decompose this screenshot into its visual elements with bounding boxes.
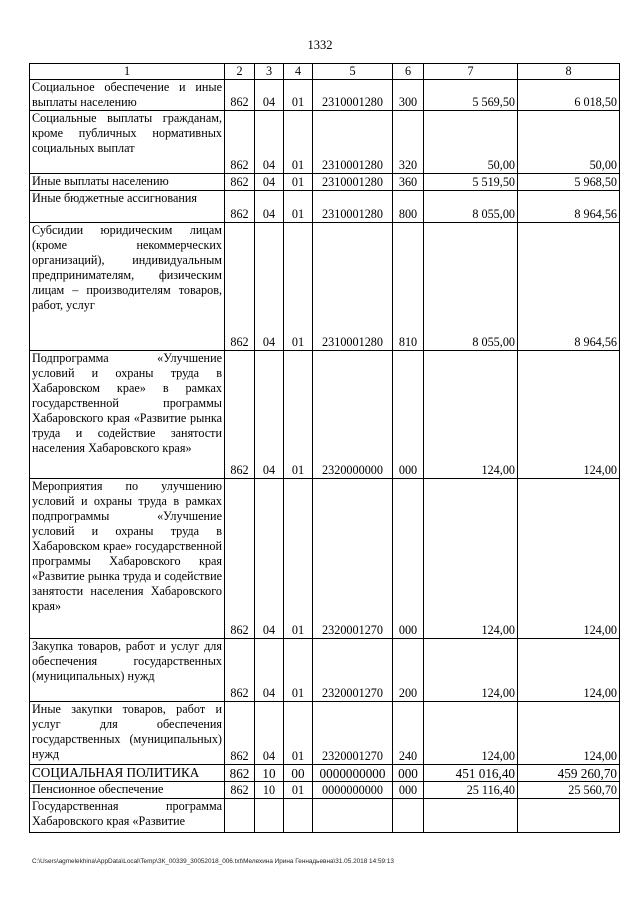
amount-year-2	[518, 799, 620, 833]
item-name: Иные выплаты населению	[30, 174, 225, 191]
expense-type-code: 800	[393, 191, 424, 223]
expense-type-code: 000	[393, 351, 424, 479]
budget-table	[29, 63, 620, 833]
subsection-code	[284, 799, 313, 833]
section-code: 04	[255, 111, 284, 174]
amount-year-1: 124,00	[424, 702, 518, 765]
section-code: 10	[255, 782, 284, 799]
section-code: 04	[255, 351, 284, 479]
item-name: Иные бюджетные ассигнования	[30, 191, 225, 223]
table-row	[30, 765, 620, 782]
expense-type-code: 300	[393, 80, 424, 111]
amount-year-1	[424, 799, 518, 833]
section-code: 04	[255, 191, 284, 223]
admin-code: 862	[225, 765, 255, 782]
item-name: Социальное обеспечение и иные выплаты населению	[30, 80, 225, 111]
subsection-code: 01	[284, 702, 313, 765]
amount-year-2: 124,00	[518, 702, 620, 765]
target-article-code: 2320001270	[313, 702, 393, 765]
table-row	[30, 351, 620, 479]
amount-year-1: 451 016,40	[424, 765, 518, 782]
target-article-code	[313, 799, 393, 833]
section-code: 04	[255, 479, 284, 639]
table-row	[30, 174, 620, 191]
item-name: СОЦИАЛЬНАЯ ПОЛИТИКА	[30, 765, 225, 782]
item-name: Государственная программа Хабаровского края «Развитие	[30, 799, 225, 833]
admin-code: 862	[225, 80, 255, 111]
subsection-code: 01	[284, 351, 313, 479]
expense-type-code: 000	[393, 479, 424, 639]
section-code: 04	[255, 702, 284, 765]
item-name: Социальные выплаты гражданам, кроме публичных нормативных социальных выплат	[30, 111, 225, 174]
column-header: 8	[518, 64, 620, 80]
amount-year-2: 50,00	[518, 111, 620, 174]
table-row	[30, 799, 620, 833]
subsection-code: 01	[284, 479, 313, 639]
target-article-code: 2320000000	[313, 351, 393, 479]
amount-year-2: 124,00	[518, 479, 620, 639]
item-name: Мероприятия по улучшению условий и охраны труда в рамках подпрограммы «Улучшение условий и охраны труда в Хабаровском крае» государственной программы Хабаровского края «Развитие рынка труда и содействие занятости населения Хабаровского края»	[30, 479, 225, 639]
target-article-code: 2310001280	[313, 174, 393, 191]
table-row	[30, 191, 620, 223]
expense-type-code: 240	[393, 702, 424, 765]
file-path-footer: C:\Users\agmelekhina\AppData\Local\Temp\ЗК_00339_30052018_006.txt\Мелехина Ирина Геннадьевна\31.05.2018 14:59:13	[32, 858, 394, 865]
amount-year-1: 5 569,50	[424, 80, 518, 111]
expense-type-code: 200	[393, 639, 424, 702]
amount-year-1: 50,00	[424, 111, 518, 174]
table-row	[30, 111, 620, 174]
item-name: Пенсионное обеспечение	[30, 782, 225, 799]
amount-year-2: 124,00	[518, 351, 620, 479]
column-header: 6	[393, 64, 424, 80]
amount-year-1: 8 055,00	[424, 223, 518, 351]
target-article-code: 2310001280	[313, 191, 393, 223]
table-row	[30, 639, 620, 702]
amount-year-2: 25 560,70	[518, 782, 620, 799]
page-number: 1332	[307, 38, 333, 52]
subsection-code: 00	[284, 765, 313, 782]
target-article-code: 2320001270	[313, 479, 393, 639]
expense-type-code: 360	[393, 174, 424, 191]
admin-code: 862	[225, 782, 255, 799]
target-article-code: 2310001280	[313, 80, 393, 111]
column-header: 2	[225, 64, 255, 80]
target-article-code: 0000000000	[313, 765, 393, 782]
column-header: 7	[424, 64, 518, 80]
amount-year-1: 124,00	[424, 479, 518, 639]
column-number-row	[30, 64, 620, 80]
expense-type-code: 320	[393, 111, 424, 174]
amount-year-2: 8 964,56	[518, 223, 620, 351]
expense-type-code	[393, 799, 424, 833]
subsection-code: 01	[284, 80, 313, 111]
admin-code	[225, 799, 255, 833]
table-row	[30, 702, 620, 765]
column-header: 3	[255, 64, 284, 80]
subsection-code: 01	[284, 191, 313, 223]
subsection-code: 01	[284, 111, 313, 174]
section-code: 04	[255, 174, 284, 191]
amount-year-2: 5 968,50	[518, 174, 620, 191]
column-header: 5	[313, 64, 393, 80]
amount-year-1: 124,00	[424, 351, 518, 479]
column-header: 1	[30, 64, 225, 80]
subsection-code: 01	[284, 639, 313, 702]
section-code: 04	[255, 223, 284, 351]
item-name: Подпрограмма «Улучшение условий и охраны труда в Хабаровском крае» в рамках государственной программы Хабаровского края «Развитие рынка труда и содействие занятости населения Хабаровского края»	[30, 351, 225, 479]
admin-code: 862	[225, 351, 255, 479]
subsection-code: 01	[284, 782, 313, 799]
admin-code: 862	[225, 702, 255, 765]
amount-year-1: 5 519,50	[424, 174, 518, 191]
item-name: Субсидии юридическим лицам (кроме некоммерческих организаций), индивидуальным предпринимателям, физическим лицам – производителям товаров, работ, услуг	[30, 223, 225, 351]
section-code: 10	[255, 765, 284, 782]
item-name: Закупка товаров, работ и услуг для обеспечения государственных (муниципальных) нужд	[30, 639, 225, 702]
table-row	[30, 782, 620, 799]
target-article-code: 2310001280	[313, 111, 393, 174]
section-code: 04	[255, 639, 284, 702]
table-row	[30, 223, 620, 351]
admin-code: 862	[225, 111, 255, 174]
expense-type-code: 810	[393, 223, 424, 351]
amount-year-2: 124,00	[518, 639, 620, 702]
target-article-code: 0000000000	[313, 782, 393, 799]
admin-code: 862	[225, 174, 255, 191]
admin-code: 862	[225, 479, 255, 639]
amount-year-1: 25 116,40	[424, 782, 518, 799]
section-code: 04	[255, 80, 284, 111]
target-article-code: 2310001280	[313, 223, 393, 351]
column-header: 4	[284, 64, 313, 80]
item-name: Иные закупки товаров, работ и услуг для обеспечения государственных (муниципальных) нужд	[30, 702, 225, 765]
amount-year-2: 459 260,70	[518, 765, 620, 782]
admin-code: 862	[225, 191, 255, 223]
amount-year-2: 8 964,56	[518, 191, 620, 223]
amount-year-2: 6 018,50	[518, 80, 620, 111]
amount-year-1: 124,00	[424, 639, 518, 702]
expense-type-code: 000	[393, 782, 424, 799]
subsection-code: 01	[284, 174, 313, 191]
table-row	[30, 479, 620, 639]
expense-type-code: 000	[393, 765, 424, 782]
section-code	[255, 799, 284, 833]
target-article-code: 2320001270	[313, 639, 393, 702]
subsection-code: 01	[284, 223, 313, 351]
admin-code: 862	[225, 223, 255, 351]
table-row	[30, 80, 620, 111]
admin-code: 862	[225, 639, 255, 702]
amount-year-1: 8 055,00	[424, 191, 518, 223]
